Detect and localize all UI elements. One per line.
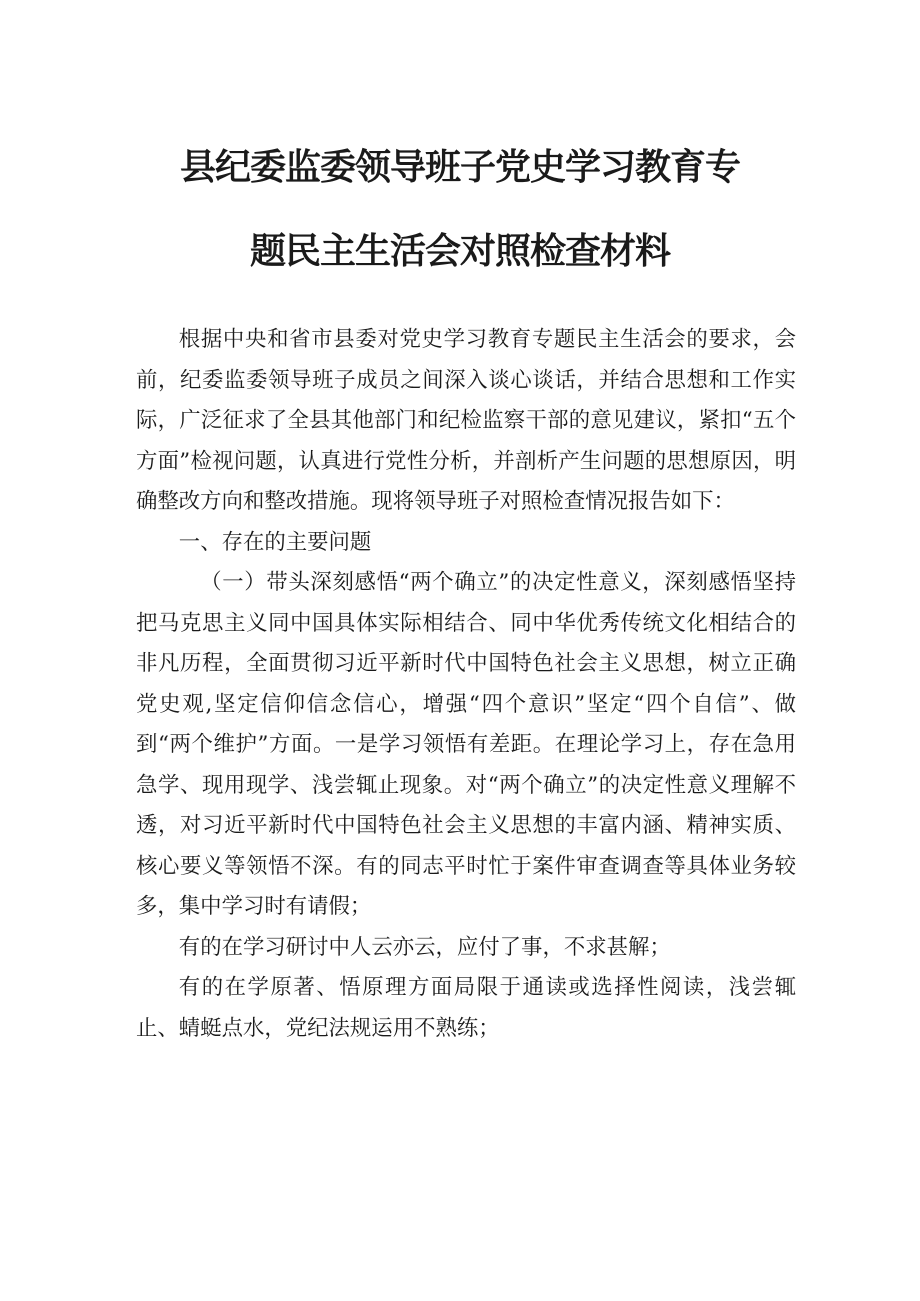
item-one-paragraph: （一）带头深刻感悟“两个确立”的决定性意义，深刻感悟坚持把马克思主义同中国具体实际相结合、同中华优秀传统文化相结合的非凡历程，全面贯彻习近平新时代中国特色社会主义思想，树立正确党史观,坚定信仰信念信心，增强“四个意识”坚定“四个自信”、做到“两个维护”方面。一是学习领悟有差距。在理论学习上，存在急用急学、现用现学、浅尝辄止现象。对“两个确立”的决定性意义理解不透，对习近平新时代中国特色社会主义思想的丰富内涵、精神实质、核心要义等领悟不深。有的同志平时忙于案件审查调查等具体业务较多，集中学习时有请假； xyxy=(136,570,796,919)
document-body xyxy=(136,320,796,1049)
problem-line-b: 有的在学原著、悟原理方面局限于通读或选择性阅读，浅尝辄止、蜻蜓点水，党纪法规运用不熟练； xyxy=(136,975,796,1041)
section-heading-problems: 一、存在的主要问题 xyxy=(178,529,372,555)
intro-paragraph: 根据中央和省市县委对党史学习教育专题民主生活会的要求，会前，纪委监委领导班子成员之间深入谈心谈话，并结合思想和工作实际，广泛征求了全县其他部门和纪检监察干部的意见建议，紧扣“五个方面”检视问题，认真进行党性分析，并剖析产生问题的思想原因，明确整改方向和整改措施。现将领导班子对照检查情况报告如下： xyxy=(136,327,796,514)
document-title-line-1: 县纪委监委领导班子党史学习教育专 xyxy=(179,147,740,188)
problem-line-a: 有的在学习研讨中人云亦云，应付了事，不求甚解； xyxy=(178,934,671,960)
document-title-line-2: 题民主生活会对照检查材料 xyxy=(249,231,670,272)
